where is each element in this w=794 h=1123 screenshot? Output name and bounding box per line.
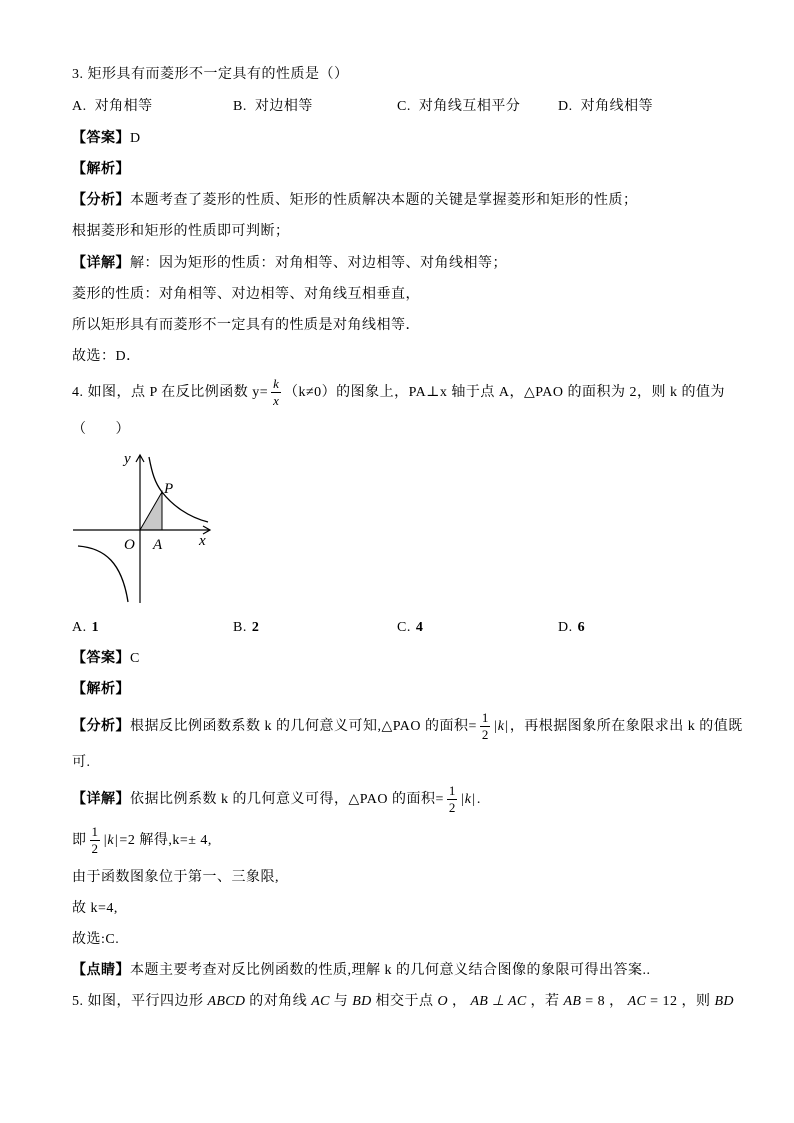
q4-answer (72, 649, 140, 669)
q5-stem (72, 992, 738, 1012)
math-ab: AB (563, 994, 582, 1009)
answer-value: D (130, 131, 141, 146)
ji-text-before: 即 (72, 833, 87, 848)
fraction-numerator: 1 (448, 783, 456, 799)
q3-option-c (397, 97, 520, 117)
option-label: A. (72, 99, 87, 114)
math-ab-perp-ac: AB ⊥ AC (470, 994, 527, 1009)
option-value: 6 (577, 620, 586, 635)
math-ac: AC (311, 994, 330, 1009)
q3-option-d (558, 97, 653, 117)
fenxi-text-after: ，再根据图象所在象限求出 k 的值既 (509, 719, 743, 734)
fenxi-tag: 【分析】 (72, 193, 130, 208)
point-a-label: A (153, 537, 163, 553)
fraction-numerator: k (273, 376, 279, 392)
analysis-tag: 【解析】 (72, 682, 130, 697)
fenxi-text-before: 根据反比例函数系数 k 的几何意义可知,△PAO 的面积= (130, 719, 477, 734)
q3-choice: 故选：D． (72, 349, 141, 364)
math-eq-8: = 8 (585, 994, 606, 1009)
fraction-one-half (90, 825, 101, 856)
fraction-denominator: 2 (481, 727, 489, 743)
q3-xiangjie (72, 254, 507, 274)
stem-text: ， (609, 994, 624, 1009)
hyperbola-figure (60, 445, 220, 610)
answer-value: C (130, 651, 140, 666)
q4-option-c (397, 618, 423, 638)
q3-option-b (233, 97, 313, 117)
math-o: O (437, 994, 448, 1009)
analysis-tag: 【解析】 (72, 162, 130, 177)
abs-k: |k| (493, 719, 509, 734)
q3-fenxi-line-2: 根据菱形和矩形的性质即可判断； (72, 224, 290, 239)
xiangjie-text-before: 依据比例系数 k 的几何意义可得，△PAO 的面积= (130, 792, 444, 807)
xiangjie-tag: 【详解】 (72, 792, 130, 807)
stem-text: 相交于点 (375, 994, 434, 1009)
abs-k: |k| (103, 833, 119, 848)
option-label: D. (558, 620, 573, 635)
q4-option-b (233, 618, 259, 638)
fraction-numerator: 1 (91, 824, 98, 840)
q4-dianjing (72, 961, 651, 981)
stem-text: ， (451, 994, 467, 1009)
option-text: 对角线相等 (580, 99, 654, 114)
q4-option-a (72, 618, 99, 638)
math-abcd: ABCD (207, 994, 246, 1009)
q3-option-a (72, 97, 153, 117)
xiangjie-text: 解：因为矩形的性质：对角相等、对边相等、对角线相等； (130, 256, 507, 271)
answer-tag: 【答案】 (72, 651, 130, 666)
option-value: 2 (251, 620, 260, 635)
option-text: 对边相等 (254, 99, 313, 114)
point-p-label: P (164, 481, 174, 497)
fraction-numerator: 1 (481, 710, 489, 726)
q4-stem (72, 377, 725, 409)
option-label: C. (397, 99, 411, 114)
q4-fenxi-line-2: 可. (72, 755, 91, 770)
math-bd: BD (352, 994, 372, 1009)
q3-answer (72, 129, 141, 149)
q3-stem: 3. 矩形具有而菱形不一定具有的性质是（） (72, 67, 349, 82)
math-ac: AC (627, 994, 647, 1009)
option-label: C. (397, 620, 411, 635)
fraction-k-over-x (271, 377, 281, 408)
q4-choice: 故选:C. (72, 932, 120, 947)
fraction-denominator: 2 (91, 841, 98, 857)
option-value: 4 (415, 620, 424, 635)
q4-ji-equation (72, 825, 212, 857)
origin-label: O (124, 537, 135, 553)
stem-text-after: （k≠0）的图象上，PA⊥x 轴于点 A，△PAO 的面积为 2，则 k 的值为 (283, 385, 726, 400)
ji-text-after: =2 解得,k=± 4, (119, 833, 212, 848)
math-bd: BD (714, 994, 734, 1009)
dianjing-tag: 【点睛】 (72, 963, 130, 978)
math-eq-12: = 12 (650, 994, 678, 1009)
hyperbola-branch-third-quadrant (78, 546, 128, 602)
q4-result: 故 k=4, (72, 901, 118, 916)
option-text: 对角线互相平分 (418, 99, 521, 114)
q3-fenxi (72, 191, 638, 211)
fraction-one-half (447, 784, 458, 815)
option-label: B. (233, 99, 247, 114)
stem-text: 与 (333, 994, 349, 1009)
q4-analysis-heading (72, 680, 130, 700)
stem-text: 的对角线 (249, 994, 308, 1009)
stem-text: ，则 (681, 994, 711, 1009)
stem-text: 5. 如图，平行四边形 (72, 994, 204, 1009)
option-label: B. (233, 620, 247, 635)
fenxi-text: 本题考查了菱形的性质、矩形的性质解决本题的关键是掌握菱形和矩形的性质； (130, 193, 638, 208)
stem-text: ，若 (530, 994, 560, 1009)
q4-fenxi (72, 711, 743, 743)
stem-text-before: 4. 如图，点 P 在反比例函数 y= (72, 385, 269, 400)
shaded-triangle-pao (140, 492, 162, 530)
q4-quadrant: 由于函数图象位于第一、三象限, (72, 870, 279, 885)
fraction-denominator: x (273, 393, 279, 409)
q4-options (0, 618, 794, 638)
abs-k: |k| (460, 792, 476, 807)
y-axis-label: y (124, 451, 131, 467)
q4-answer-paren: （ ） (72, 422, 130, 437)
fenxi-tag: 【分析】 (72, 719, 130, 734)
option-label: A. (72, 620, 87, 635)
x-axis-label: x (199, 533, 206, 549)
fraction-denominator: 2 (448, 800, 456, 816)
q4-option-d (558, 618, 585, 638)
dianjing-text: 本题主要考查对反比例函数的性质,理解 k 的几何意义结合图像的象限可得出答案.. (130, 963, 651, 978)
option-text: 对角相等 (94, 99, 153, 114)
option-label: D. (558, 99, 573, 114)
q3-analysis-heading (72, 160, 130, 180)
q3-xiangjie-line-2: 菱形的性质：对角相等、对边相等、对角线互相垂直， (72, 287, 420, 302)
xiangjie-text-after: . (476, 792, 481, 807)
option-value: 1 (91, 620, 100, 635)
answer-tag: 【答案】 (72, 131, 130, 146)
fraction-one-half (480, 711, 491, 742)
q4-xiangjie (72, 784, 481, 816)
xiangjie-tag: 【详解】 (72, 256, 130, 271)
q3-options (0, 97, 794, 117)
q3-xiangjie-line-3: 所以矩形具有而菱形不一定具有的性质是对角线相等． (72, 318, 420, 333)
